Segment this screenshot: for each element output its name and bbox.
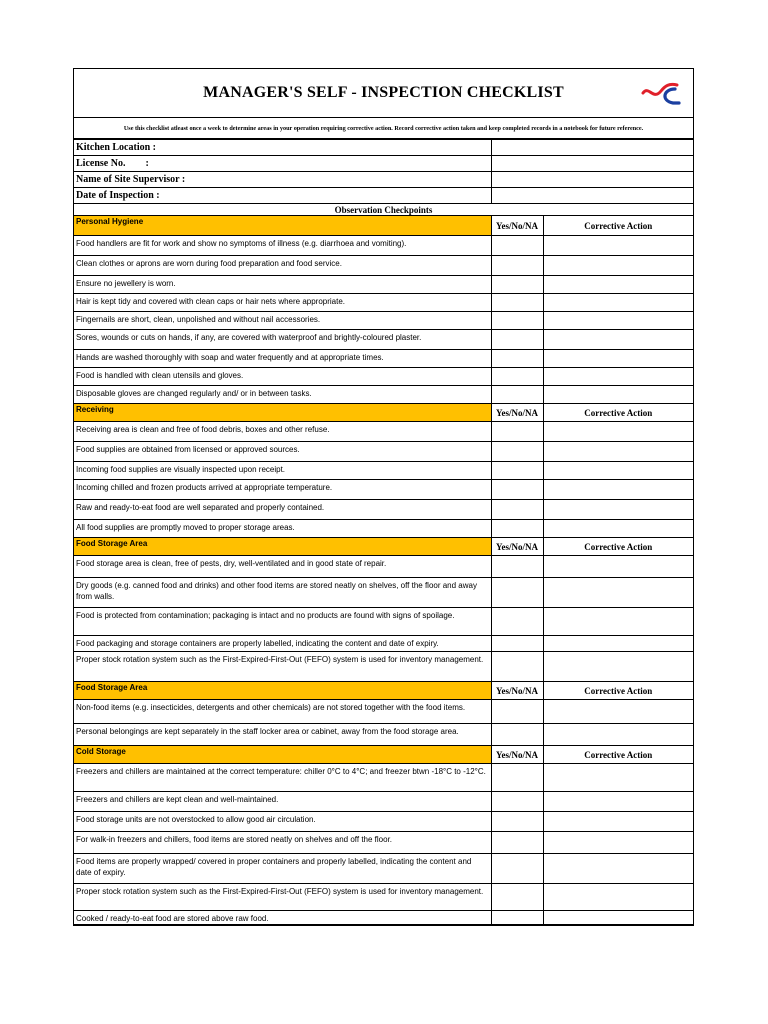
checklist-item-row [74,700,693,724]
column-header-corrective-action: Corrective Action [543,746,693,764]
checklist-item-row [74,854,693,884]
company-logo-icon [641,79,681,107]
checkpoint-text: Hands are washed thoroughly with soap and water frequently and at appropriate times. [74,350,491,368]
observation-checkpoints-header: Observation Checkpoints [74,204,693,216]
corrective-action-cell[interactable] [543,578,693,608]
checkpoint-text: Incoming food supplies are visually inspected upon receipt. [74,462,491,480]
section-title: Food Storage Area [74,538,491,556]
yes-no-na-cell[interactable] [491,520,543,538]
column-header-corrective-action: Corrective Action [543,216,693,236]
checkpoint-text: Clean clothes or aprons are worn during food preparation and food service. [74,256,491,276]
checkpoint-text: Sores, wounds or cuts on hands, if any, are covered with waterproof and brightly-coloured plaster. [74,330,491,350]
info-kitchen-location: Kitchen Location : [74,140,491,156]
corrective-action-cell[interactable] [543,386,693,404]
yes-no-na-cell[interactable] [491,442,543,462]
yes-no-na-cell[interactable] [491,578,543,608]
yes-no-na-cell[interactable] [491,330,543,350]
column-header-yes-no-na: Yes/No/NA [491,404,543,422]
checklist-item-row [74,608,693,636]
column-header-corrective-action: Corrective Action [543,682,693,700]
yes-no-na-cell[interactable] [491,350,543,368]
corrective-action-cell[interactable] [543,480,693,500]
checkpoint-text: Freezers and chillers are kept clean and well-maintained. [74,792,491,812]
column-header-yes-no-na: Yes/No/NA [491,746,543,764]
checklist-item-row [74,294,693,312]
checkpoint-text: All food supplies are promptly moved to proper storage areas. [74,520,491,538]
corrective-action-cell[interactable] [543,884,693,911]
section-header-row [74,216,693,236]
checklist-item-row [74,386,693,404]
checklist-item-row [74,636,693,652]
corrective-action-cell[interactable] [543,350,693,368]
corrective-action-cell[interactable] [543,276,693,294]
section-title: Receiving [74,404,491,422]
yes-no-na-cell[interactable] [491,500,543,520]
checkpoint-text: Fingernails are short, clean, unpolished and without nail accessories. [74,312,491,330]
checkpoint-text: Food packaging and storage containers are properly labelled, indicating the content and date of expiry. [74,636,491,652]
corrective-action-cell[interactable] [543,256,693,276]
yes-no-na-cell[interactable] [491,256,543,276]
corrective-action-cell[interactable] [543,792,693,812]
checklist-sheet [73,68,694,926]
corrective-action-cell[interactable] [543,854,693,884]
checklist-item-row [74,276,693,294]
corrective-action-cell[interactable] [543,911,693,925]
checkpoint-text: For walk-in freezers and chillers, food items are stored neatly on shelves and off the floor. [74,832,491,854]
corrective-action-cell[interactable] [543,556,693,578]
corrective-action-cell[interactable] [543,636,693,652]
section-title: Food Storage Area [74,682,491,700]
yes-no-na-cell[interactable] [491,911,543,925]
checkpoint-text: Cooked / ready-to-eat food are stored above raw food. [74,911,491,925]
checklist-item-row [74,911,693,925]
checkpoint-text: Food is protected from contamination; packaging is intact and no products are found with signs of spoilage. [74,608,491,636]
yes-no-na-cell[interactable] [491,854,543,884]
info-date-of-inspection-field[interactable] [491,188,693,204]
checkpoint-text: Food is handled with clean utensils and gloves. [74,368,491,386]
checklist-item-row [74,764,693,792]
info-kitchen-location-field[interactable] [491,140,693,156]
checklist-item-row [74,236,693,256]
yes-no-na-cell[interactable] [491,608,543,636]
info-date-of-inspection: Date of Inspection : [74,188,491,204]
yes-no-na-cell[interactable] [491,276,543,294]
info-license-no-field[interactable] [491,156,693,172]
info-license-no: License No. : [74,156,491,172]
checklist-item-row [74,422,693,442]
corrective-action-cell[interactable] [543,608,693,636]
checklist-item-row [74,500,693,520]
corrective-action-cell[interactable] [543,700,693,724]
info-site-supervisor-field[interactable] [491,172,693,188]
corrective-action-cell[interactable] [543,764,693,792]
corrective-action-cell[interactable] [543,422,693,442]
yes-no-na-cell[interactable] [491,462,543,480]
column-header-corrective-action: Corrective Action [543,538,693,556]
corrective-action-cell[interactable] [543,832,693,854]
corrective-action-cell[interactable] [543,652,693,682]
column-header-yes-no-na: Yes/No/NA [491,216,543,236]
corrective-action-cell[interactable] [543,462,693,480]
corrective-action-cell[interactable] [543,812,693,832]
yes-no-na-cell[interactable] [491,556,543,578]
checklist-item-row [74,330,693,350]
checkpoint-text: Food items are properly wrapped/ covered in proper containers and properly labelled, indicating the content and date of expiry. [74,854,491,884]
checklist-item-row [74,884,693,911]
checkpoint-text: Food storage area is clean, free of pests, dry, well-ventilated and in good state of repair. [74,556,491,578]
column-header-yes-no-na: Yes/No/NA [491,538,543,556]
checklist-item-row [74,556,693,578]
yes-no-na-cell[interactable] [491,700,543,724]
section-header-row [74,682,693,700]
info-site-supervisor: Name of Site Supervisor : [74,172,491,188]
usage-note: Use this checklist atleast once a week to determine areas in your operation requiring corrective action. Record corrective action taken and keep completed records in a notebook for future reference. [74,118,693,139]
corrective-action-cell[interactable] [543,236,693,256]
checklist-item-row [74,724,693,746]
yes-no-na-cell[interactable] [491,884,543,911]
page-title: MANAGER'S SELF - INSPECTION CHECKLIST [203,84,564,101]
checklist-item-row [74,256,693,276]
yes-no-na-cell[interactable] [491,764,543,792]
section-title: Personal Hygiene [74,216,491,236]
checkpoint-text: Food supplies are obtained from licensed or approved sources. [74,442,491,462]
title-bar [74,69,693,118]
yes-no-na-cell[interactable] [491,832,543,854]
checkpoint-text: Dry goods (e.g. canned food and drinks) and other food items are stored neatly on shelves, off the floor and away from walls. [74,578,491,608]
checkpoint-text: Receiving area is clean and free of food debris, boxes and other refuse. [74,422,491,442]
corrective-action-cell[interactable] [543,442,693,462]
corrective-action-cell[interactable] [543,330,693,350]
checklist-item-row [74,350,693,368]
corrective-action-cell[interactable] [543,520,693,538]
checklist-item-row [74,312,693,330]
corrective-action-cell[interactable] [543,724,693,746]
yes-no-na-cell[interactable] [491,724,543,746]
column-header-yes-no-na: Yes/No/NA [491,682,543,700]
checkpoint-text: Personal belongings are kept separately in the staff locker area or cabinet, away from the food storage area. [74,724,491,746]
checklist-item-row [74,442,693,462]
checklist-item-row [74,792,693,812]
yes-no-na-cell[interactable] [491,652,543,682]
yes-no-na-cell[interactable] [491,294,543,312]
checkpoint-text: Proper stock rotation system such as the First-Expired-First-Out (FEFO) system is used for inventory management. [74,652,491,682]
column-header-corrective-action: Corrective Action [543,404,693,422]
yes-no-na-cell[interactable] [491,368,543,386]
checkpoint-text: Proper stock rotation system such as the First-Expired-First-Out (FEFO) system is used for inventory management. [74,884,491,911]
checkpoint-text: Non-food items (e.g. insecticides, detergents and other chemicals) are not stored together with the food items. [74,700,491,724]
checkpoint-text: Hair is kept tidy and covered with clean caps or hair nets where appropriate. [74,294,491,312]
checkpoint-text: Disposable gloves are changed regularly and/ or in between tasks. [74,386,491,404]
corrective-action-cell[interactable] [543,368,693,386]
checkpoint-text: Freezers and chillers are maintained at the correct temperature: chiller 0°C to 4°C; and freezer btwn -18°C to -12°C. [74,764,491,792]
checklist-item-row [74,578,693,608]
yes-no-na-cell[interactable] [491,792,543,812]
yes-no-na-cell[interactable] [491,312,543,330]
yes-no-na-cell[interactable] [491,422,543,442]
yes-no-na-cell[interactable] [491,480,543,500]
yes-no-na-cell[interactable] [491,812,543,832]
corrective-action-cell[interactable] [543,294,693,312]
checkpoint-text: Food storage units are not overstocked to allow good air circulation. [74,812,491,832]
checklist-item-row [74,480,693,500]
yes-no-na-cell[interactable] [491,636,543,652]
section-header-row [74,746,693,764]
yes-no-na-cell[interactable] [491,236,543,256]
checklist-table [74,139,693,925]
section-header-row [74,538,693,556]
corrective-action-cell[interactable] [543,312,693,330]
checklist-item-row [74,520,693,538]
checklist-item-row [74,652,693,682]
checkpoint-text: Ensure no jewellery is worn. [74,276,491,294]
checkpoint-text: Food handlers are fit for work and show no symptoms of illness (e.g. diarrhoea and vomiting). [74,236,491,256]
checklist-item-row [74,368,693,386]
checklist-item-row [74,832,693,854]
checkpoint-text: Raw and ready-to-eat food are well separated and properly contained. [74,500,491,520]
yes-no-na-cell[interactable] [491,386,543,404]
checkpoint-text: Incoming chilled and frozen products arrived at appropriate temperature. [74,480,491,500]
section-header-row [74,404,693,422]
corrective-action-cell[interactable] [543,500,693,520]
section-title: Cold Storage [74,746,491,764]
checklist-item-row [74,462,693,480]
checklist-item-row [74,812,693,832]
